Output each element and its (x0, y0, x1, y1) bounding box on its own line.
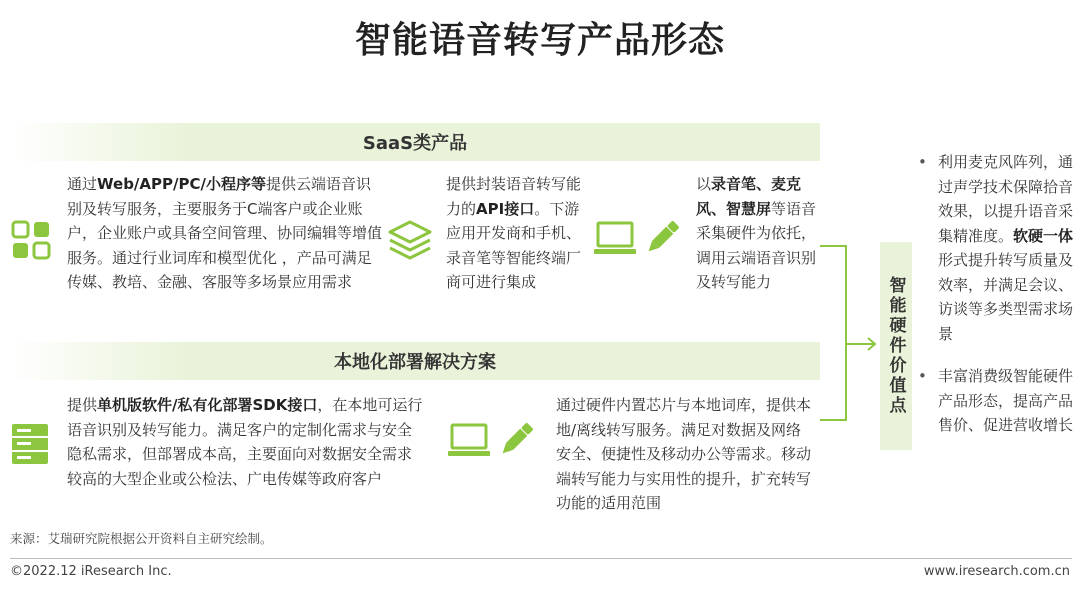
pen-icon (494, 418, 538, 462)
laptop-icon (593, 220, 637, 258)
footer-divider (10, 558, 1072, 559)
server-icon (10, 422, 50, 466)
layers-icon (386, 218, 434, 266)
value-points-box (880, 242, 912, 450)
saas-web-app-description: 通过Web/APP/PC/小程序等提供云端语音识别及转写服务，主要服务于C端客户或企业账户，企业账户或具备空间管理、协同编辑等增值服务。通过行业词库和模型优化 ，产品可满足传媒、教培、金融、客服等多场景应用需求 (67, 175, 383, 291)
website: www.iresearch.com.cn (923, 564, 1070, 579)
saas-band (10, 123, 820, 161)
saas-hardware-description: 以录音笔、麦克风、智慧屏等语音采集硬件为依托，调用云端语音识别及转写能力 (696, 175, 817, 291)
page-title: 智能语音转写产品形态 (354, 20, 725, 61)
saas-api-description: 提供封装语音转写能力的API接口。下游应用开发商和手机、录音笔等智能终端厂商可进行集成 (446, 175, 582, 291)
local-offline-description: 通过硬件内置芯片与本地词库，提供本地/离线转写服务。满足对数据及网络安全、便捷性及移动办公等需求。移动端转写能力与实用性的提升，扩充转写功能的适用范围 (556, 396, 812, 512)
copyright: ©2022.12 iResearch Inc. (10, 564, 172, 579)
local-sdk-description: 提供单机版软件/私有化部署SDK接口，在本地可运行语音识别及转写能力。满足客户的定制化需求与安全隐私需求，但部署成本高，主要面向对数据安全需求较高的大型企业或公检法、广电传媒等政府客户 (67, 396, 423, 488)
value-bullet-1: • 利用麦克风阵列，通过声学技术保障拾音效果，以提升语音采集精准度。软硬一体形式提升转写质量及效率，并满足会议、访谈等多类型需求场景 (916, 150, 1076, 346)
saas-heading: SaaS类产品 (362, 133, 468, 154)
source-note: 来源：艾瑞研究院根据公开资料自主研究绘制。 (10, 531, 273, 546)
value-points-label: 智能硬件价值点 (885, 276, 906, 416)
pen-icon (640, 216, 684, 260)
value-bullet-2: • 丰富消费级智能硬件产品形态，提高产品售价、促进营收增长 (916, 364, 1076, 438)
bracket-connector (818, 240, 880, 434)
local-heading: 本地化部署解决方案 (334, 352, 496, 373)
laptop-icon (447, 422, 491, 460)
value-bullets (916, 150, 1076, 438)
grid-apps-icon (10, 219, 52, 261)
local-band (10, 342, 820, 380)
